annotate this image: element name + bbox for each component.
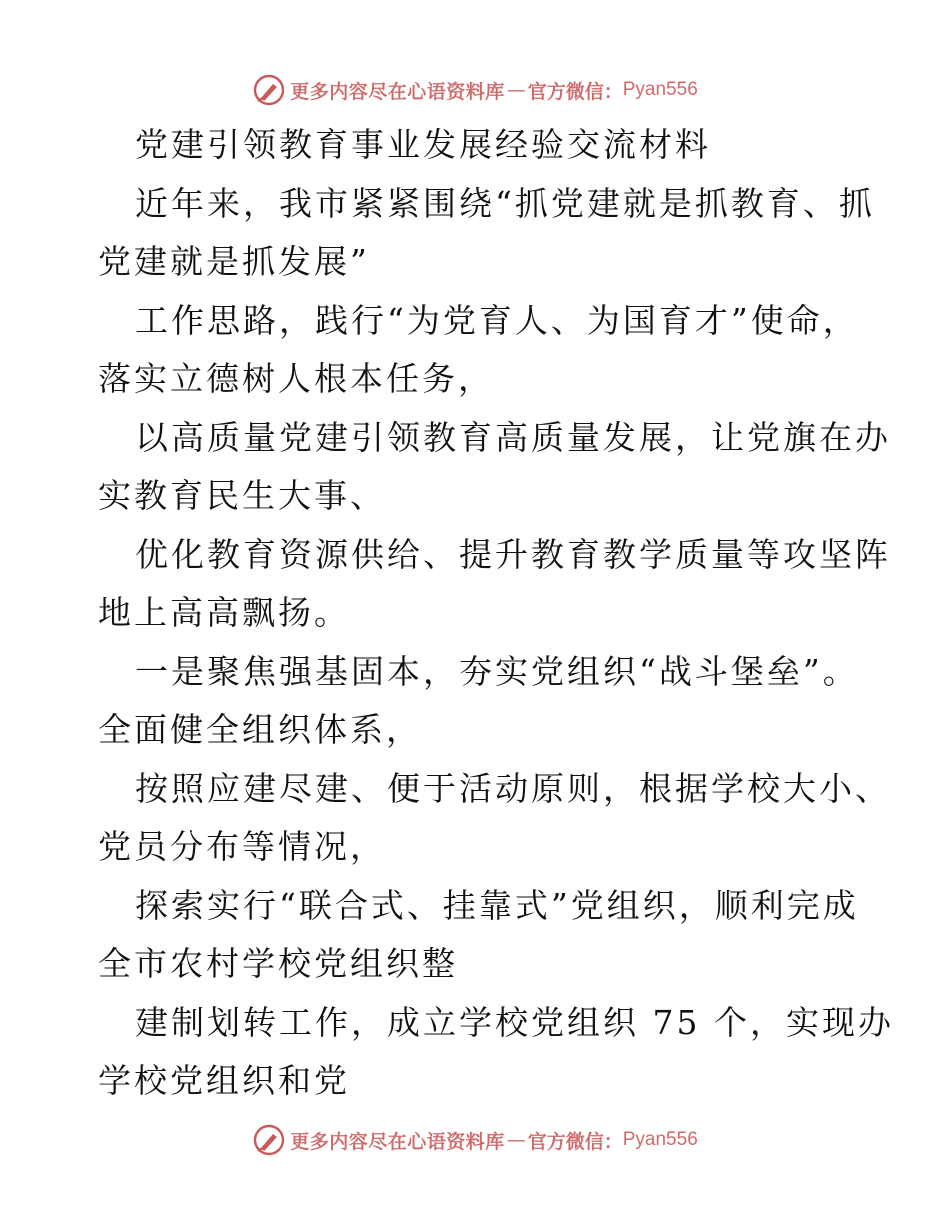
text-line: 学校党组织和党 xyxy=(98,1061,350,1100)
text-line: 地上高高飘扬。 xyxy=(98,593,350,632)
pen-logo-icon xyxy=(252,73,286,107)
document-body xyxy=(98,116,894,1111)
text-line: 按照应建尽建、便于活动原则，根据学校大小、 xyxy=(135,768,891,808)
text-line: 建制划转工作，成立学校党组织 75 个，实现办 xyxy=(135,1002,894,1042)
text-line: 工作思路，践行“为党育人、为国育才”使命， xyxy=(135,300,859,340)
text-line: 党建就是抓发展” xyxy=(98,242,370,281)
watermark-separator: — xyxy=(506,1129,526,1151)
footer-watermark xyxy=(0,1120,950,1160)
text-line: 全市农村学校党组织整 xyxy=(98,944,458,983)
text-line: 优化教育资源供给、提升教育教学质量等攻坚阵 xyxy=(135,534,891,574)
text-line: 探索实行“联合式、挂靠式”党组织，顺利完成 xyxy=(135,885,859,925)
text-line: 一是聚焦强基固本，夯实党组织“战斗堡垒”。 xyxy=(135,651,859,691)
watermark-text: 更多内容尽在心语资料库 xyxy=(290,1130,505,1153)
header-watermark xyxy=(0,70,950,110)
watermark-label: 官方微信： xyxy=(527,80,623,103)
watermark-label: 官方微信： xyxy=(527,1130,623,1153)
text-line: 近年来，我市紧紧围绕“抓党建就是抓教育、抓 xyxy=(135,183,875,223)
text-line: 全面健全组织体系， xyxy=(98,710,422,749)
text-line: 落实立德树人根本任务， xyxy=(98,359,494,398)
document-title: 党建引领教育事业发展经验交流材料 xyxy=(135,125,711,164)
text-line: 党员分布等情况， xyxy=(98,827,386,866)
watermark-id: Pyan556 xyxy=(622,1129,698,1150)
pen-logo-icon xyxy=(252,1123,286,1157)
text-line: 实教育民生大事、 xyxy=(98,476,386,515)
watermark-text: 更多内容尽在心语资料库 xyxy=(290,80,505,103)
watermark-id: Pyan556 xyxy=(622,79,698,100)
watermark-separator: — xyxy=(506,79,526,101)
text-line: 以高质量党建引领教育高质量发展，让党旗在办 xyxy=(135,417,891,457)
